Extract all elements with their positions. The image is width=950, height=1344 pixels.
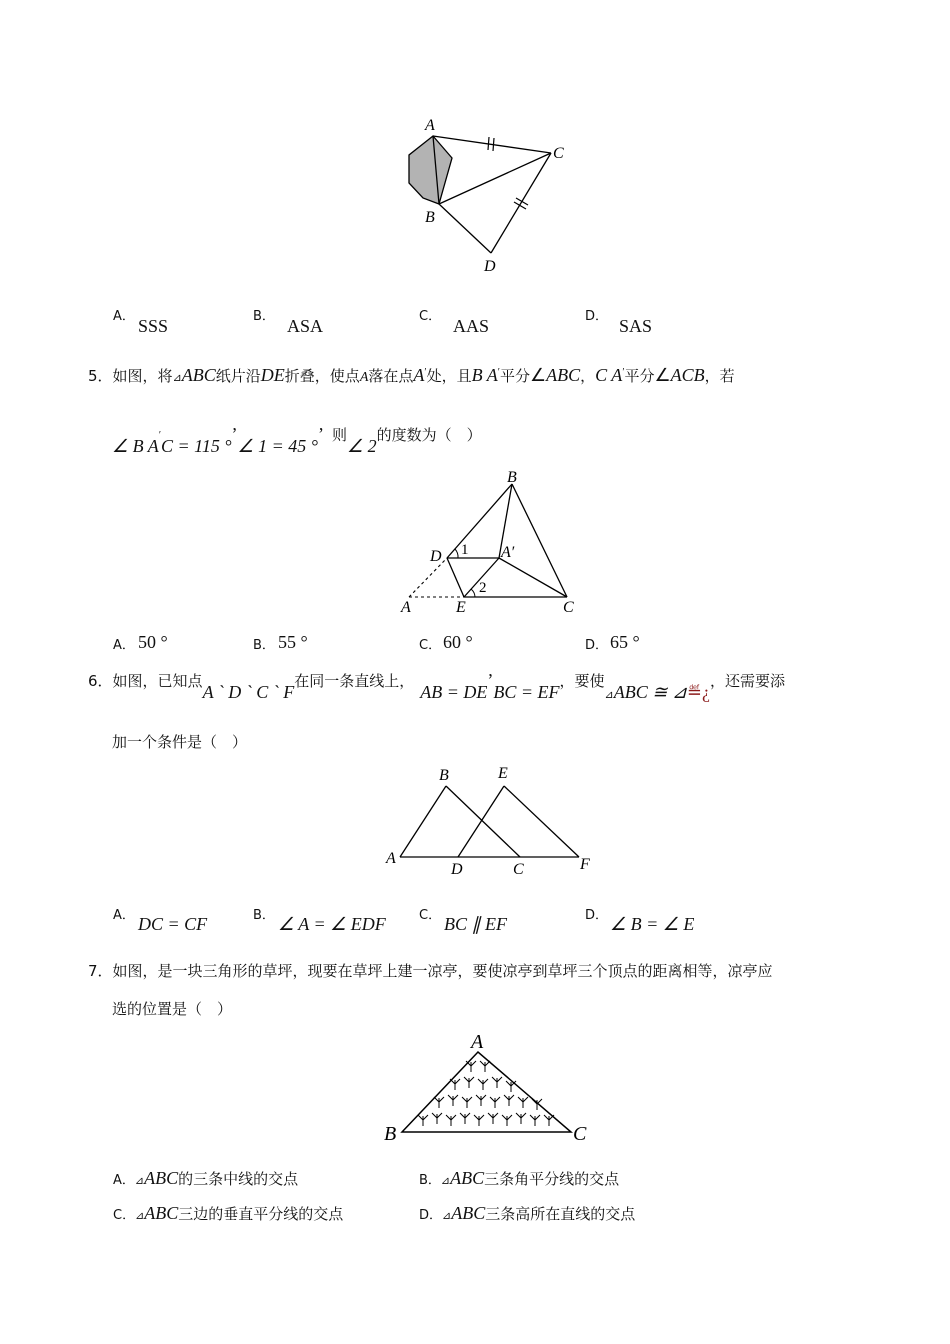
q7-option-c-key: C． <box>113 1208 136 1223</box>
q5-label-B: B <box>507 469 517 486</box>
q5-label-C: C <box>563 599 574 616</box>
q4-option-a-value[interactable]: SSS <box>138 316 169 336</box>
q4-option-d-key[interactable]: D． <box>585 309 609 324</box>
q6-option-b-key[interactable]: B． <box>253 908 275 923</box>
q5-prime-1: ′ <box>424 367 427 378</box>
q7-option-b[interactable] <box>419 1168 619 1191</box>
q6-points: A ` D ` C ` F <box>202 682 295 702</box>
q5-number: 5． <box>88 367 113 385</box>
q5-option-d-value[interactable]: 65 ° <box>610 632 640 652</box>
q5-math-ca: C A <box>595 365 623 385</box>
q5-stem-line1 <box>88 363 735 388</box>
q7-option-a[interactable] <box>113 1168 298 1191</box>
q7-grass-tuft <box>450 1079 460 1090</box>
q6-label-A: A <box>386 850 396 867</box>
q4-tick-AC-2 <box>493 138 494 151</box>
q6-segment-EF <box>504 786 579 857</box>
q5-option-b-key[interactable]: B． <box>253 638 275 653</box>
q7-option-b-text: 三条角平分线的交点 <box>484 1170 620 1188</box>
q7-option-a-text: 的三条中线的交点 <box>178 1170 299 1188</box>
q7-grass-tuft <box>462 1097 472 1108</box>
q4-segment-CD <box>491 153 551 253</box>
q5-angle-value: C = 115 ° <box>161 436 232 456</box>
q6-segment-AB <box>400 786 446 857</box>
q7-label-C: C <box>573 1123 587 1145</box>
q4-segment-AC <box>433 136 551 153</box>
q7-option-a-abc: ABC <box>144 1168 179 1188</box>
q4-option-c-value[interactable]: AAS <box>453 316 490 336</box>
q7-grass-tuft <box>476 1095 486 1106</box>
q7-grass-tuft <box>502 1115 512 1126</box>
q5-label-D: D <box>430 548 442 565</box>
q5-text-3: 折叠，使点 <box>284 367 360 385</box>
q7-grass-tuft <box>418 1115 428 1126</box>
q6-label-B: B <box>439 767 449 784</box>
q7-grass-tuft <box>492 1077 502 1088</box>
q4-option-b-key[interactable]: B． <box>253 309 275 324</box>
q7-grass-tuft <box>466 1061 476 1072</box>
q5-math-de: DE <box>260 365 285 385</box>
q4-label-B: B <box>425 209 435 226</box>
q6-label-D: D <box>451 861 463 878</box>
q6-number: 6． <box>88 672 113 690</box>
q4-option-c-key[interactable]: C． <box>419 309 442 324</box>
q5-segment-DE <box>447 558 464 597</box>
q5-triangle-symbol: ⊿ <box>172 371 182 384</box>
q7-option-d-tri: ⊿ <box>442 1209 452 1222</box>
q5-stem-line2 <box>112 422 482 456</box>
q6-option-a-key[interactable]: A． <box>113 908 135 923</box>
q7-option-b-tri: ⊿ <box>440 1174 451 1187</box>
q5-math-a: A <box>359 370 369 385</box>
q5-angle-2: ∠ <box>654 365 671 385</box>
q5-math-abc-2: ABC <box>546 365 581 385</box>
q7-grass-tuft <box>460 1113 470 1124</box>
q7-option-d-key: D． <box>419 1208 443 1223</box>
q7-number: 7． <box>88 962 113 980</box>
q4-label-D: D <box>484 258 496 275</box>
q6-option-c-key[interactable]: C． <box>419 908 442 923</box>
q7-grass-tuft <box>518 1097 528 1108</box>
q7-grass-tuft <box>532 1099 542 1110</box>
q6-label-E: E <box>498 765 508 782</box>
q7-grass-tuft <box>480 1061 490 1072</box>
q7-grass-tuft <box>530 1115 540 1126</box>
q6-segment-BC <box>446 786 520 857</box>
q5-angle-2-arc <box>471 589 475 597</box>
q7-label-A: A <box>471 1031 484 1053</box>
q5-text-8: ，若 <box>704 367 735 385</box>
q6-congruence: ABC ≅ ⊿ <box>613 682 687 702</box>
q5-option-c-value[interactable]: 60 ° <box>443 632 473 652</box>
q7-grass-tuft <box>504 1095 514 1106</box>
q5-math-abc: ABC <box>181 365 216 385</box>
q7-figure <box>375 1028 600 1148</box>
q5-option-c-key[interactable]: C． <box>419 638 442 653</box>
q6-sep: ’ <box>487 670 494 690</box>
q7-grass-tuft <box>448 1095 458 1106</box>
q5-angle-1-value: ∠ 1 = 45 ° <box>237 436 318 456</box>
q5-figure <box>395 468 595 618</box>
q5-label-2: 2 <box>479 580 487 596</box>
q5-sep-1: ’ <box>231 424 238 444</box>
q5-prime-2: ′ <box>497 367 500 378</box>
q7-grass-tuft <box>434 1097 444 1108</box>
q6-eq-bc-ef: BC = EF <box>493 682 560 702</box>
q6-text-4: ，还需要添 <box>710 672 786 690</box>
q5-prime-3: ′ <box>622 367 625 378</box>
q4-label-C: C <box>553 145 564 162</box>
q4-segment-BD <box>439 204 491 253</box>
q6-text-3: ，要使 <box>559 672 605 690</box>
q4-segment-BC <box>439 153 551 204</box>
q6-option-c-value[interactable]: BC ∥ EF <box>444 914 507 934</box>
q6-figure <box>380 760 600 880</box>
q4-tick-AC-1 <box>488 137 489 150</box>
q7-option-c-text: 三边的垂直平分线的交点 <box>178 1205 344 1223</box>
q5-label-1: 1 <box>461 542 469 558</box>
q7-option-a-tri: ⊿ <box>134 1174 145 1187</box>
q7-grass-tuft <box>544 1115 554 1126</box>
q5-option-b-value[interactable]: 55 ° <box>278 632 308 652</box>
q5-prime-4: ′ <box>158 430 161 441</box>
q5-option-a-key[interactable]: A． <box>113 638 135 653</box>
q7-option-d[interactable] <box>419 1203 635 1226</box>
q7-grass-tuft <box>488 1113 498 1124</box>
q7-option-b-key: B． <box>419 1173 441 1188</box>
q7-grass-tuft <box>464 1077 474 1088</box>
q7-stem-line1 <box>88 961 773 981</box>
q7-grass-tuft <box>516 1113 526 1124</box>
q5-text-4: 落在点 <box>368 367 414 385</box>
q6-option-d-key[interactable]: D． <box>585 908 609 923</box>
q6-option-d-value[interactable]: ∠ B = ∠ E <box>610 914 695 934</box>
q5-comma: ， <box>580 367 596 385</box>
q6-stem-line1 <box>88 670 786 702</box>
q7-option-c-abc: ABC <box>144 1203 179 1223</box>
q5-angle-1: ∠ <box>529 365 547 385</box>
q6-segment-DE <box>458 786 504 857</box>
q5-text-10: 的度数为（ ） <box>376 426 482 444</box>
q5-text-6: 平分 <box>499 367 530 385</box>
q5-math-ba: B A <box>471 365 498 385</box>
q7-grass-tuft <box>506 1081 516 1092</box>
q6-text-2: 在同一条直线上， <box>294 672 415 690</box>
q5-angle-ba: ∠ B A <box>112 436 159 456</box>
q7-grass-tuft <box>478 1079 488 1090</box>
q4-figure <box>395 110 585 280</box>
q5-text-2: 纸片沿 <box>215 367 261 385</box>
q6-option-b-value[interactable]: ∠ A = ∠ EDF <box>278 914 386 934</box>
q6-label-C: C <box>513 861 524 878</box>
q4-option-b-value[interactable]: ASA <box>287 316 324 336</box>
q5-option-d-key[interactable]: D． <box>585 638 609 653</box>
q5-angle-1-arc <box>455 549 458 558</box>
q5-math-acb: ACB <box>670 365 705 385</box>
q5-segment-BC <box>512 484 567 597</box>
q4-label-A: A <box>425 117 435 134</box>
q5-option-a-value[interactable]: 50 ° <box>138 632 168 652</box>
q4-option-d-value[interactable]: SAS <box>619 316 653 336</box>
q5-text-1: 如图，将 <box>112 367 173 385</box>
q5-label-A1: A′ <box>501 544 515 561</box>
q6-triangle-symbol: ⊿ <box>604 688 614 701</box>
q6-stem-line2: 加一个条件是（ ） <box>112 733 248 751</box>
q7-stem-line2: 选的位置是（ ） <box>112 1000 233 1018</box>
q7-option-d-text: 三条高所在直线的交点 <box>485 1205 636 1223</box>
q6-eq-ab-de: AB = DE <box>420 682 488 702</box>
q6-text-1: 如图，已知点 <box>112 672 203 690</box>
q7-option-a-key: A． <box>113 1173 135 1188</box>
q5-text-7: 平分 <box>624 367 655 385</box>
q5-text-5: 处，且 <box>426 367 472 385</box>
q7-grass-tuft <box>490 1097 500 1108</box>
q7-option-c[interactable] <box>113 1203 343 1226</box>
q7-label-B: B <box>384 1123 397 1145</box>
q5-text-9: 则 <box>332 426 348 444</box>
q4-option-a-key[interactable]: A． <box>113 309 135 324</box>
q6-garbled-symbol: ≝¿ <box>686 682 710 702</box>
q7-option-d-abc: ABC <box>451 1203 486 1223</box>
q5-label-E: E <box>456 599 466 616</box>
q7-grass-tuft <box>432 1113 442 1124</box>
q5-angle-2-ref: ∠ 2 <box>347 436 377 456</box>
q7-text-1: 如图，是一块三角形的草坪，现要在草坪上建一凉亭，要使凉亭到草坪三个顶点的距离相等，凉亭应 <box>112 962 773 980</box>
q5-math-a-prime: A <box>413 365 425 385</box>
q6-label-F: F <box>580 856 590 873</box>
q7-grass-tuft <box>446 1115 456 1126</box>
q4-shaded-hexagon <box>409 136 452 204</box>
q5-label-A: A <box>401 599 411 616</box>
q6-option-a-value[interactable]: DC = CF <box>138 914 208 934</box>
q7-option-c-tri: ⊿ <box>135 1209 145 1222</box>
q7-grass-tuft <box>474 1115 484 1126</box>
q5-sep-2: ’ <box>318 424 324 444</box>
q7-option-b-abc: ABC <box>450 1168 485 1188</box>
